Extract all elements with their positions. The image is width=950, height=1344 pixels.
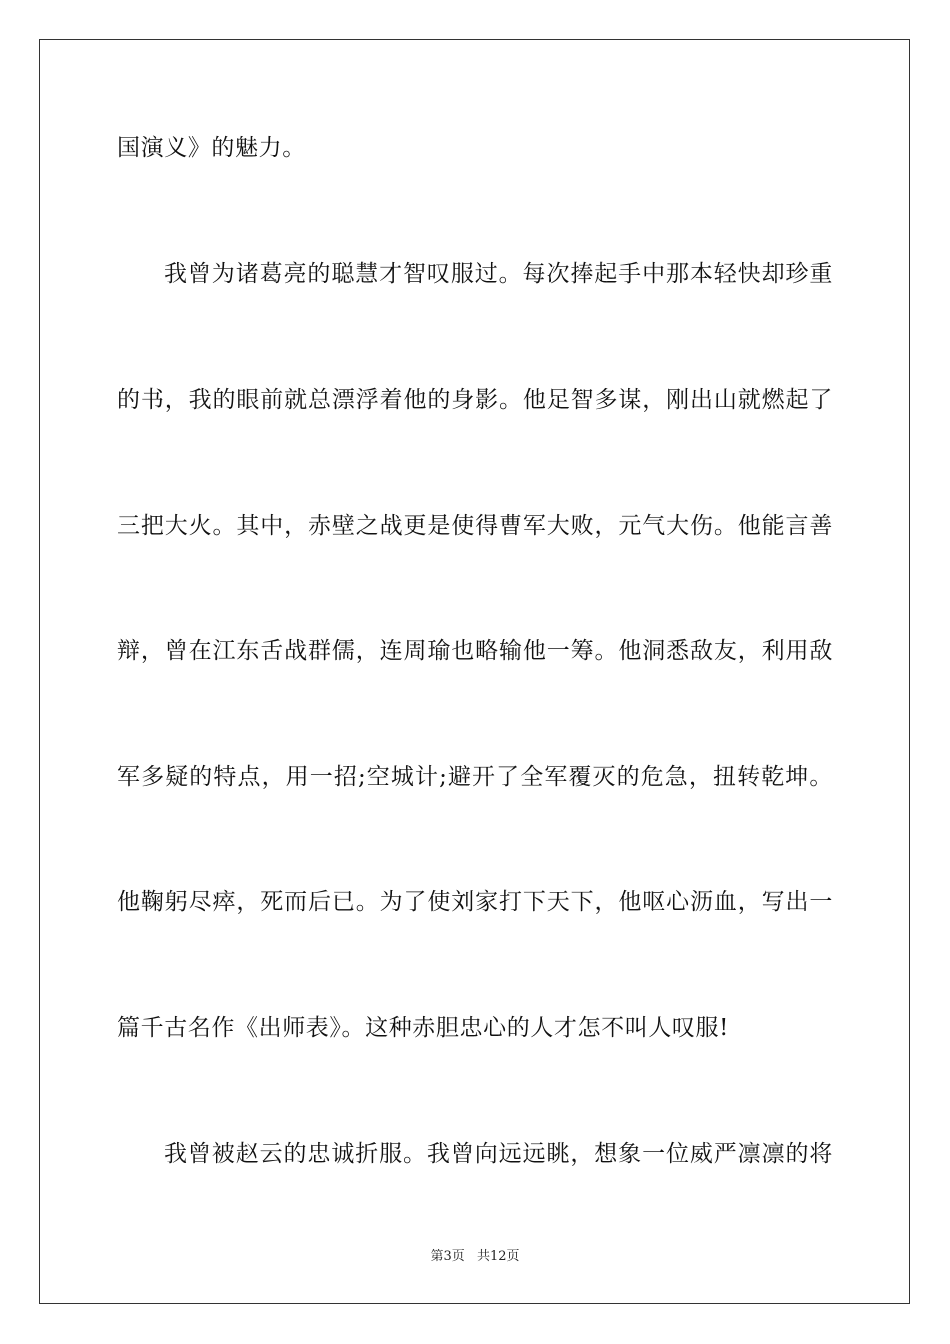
text-line-2: 我曾为诸葛亮的聪慧才智叹服过。每次捧起手中那本轻快却珍重 (164, 261, 833, 287)
text-line-8: 篇千古名作《出师表》。这种赤胆忠心的人才怎不叫人叹服! (117, 1015, 729, 1041)
page-number-current: 第3页 (430, 1249, 465, 1264)
page-number-total: 共12页 (476, 1249, 520, 1264)
text-line-5: 辩，曾在江东舌战群儒，连周瑜也略输他一筹。他洞悉敌友，利用敌 (117, 638, 833, 664)
page-footer (0, 1248, 950, 1266)
text-line-7: 他鞠躬尽瘁，死而后已。为了使刘家打下天下，他呕心沥血，写出一 (117, 889, 833, 915)
page-border (39, 39, 910, 1304)
text-line-4: 三把大火。其中，赤壁之战更是使得曹军大败，元气大伤。他能言善 (117, 513, 833, 539)
text-line-9: 我曾被赵云的忠诚折服。我曾向远远眺，想象一位威严凛凛的将 (164, 1141, 833, 1167)
text-line-6: 军多疑的特点，用一招;空城计;避开了全军覆灭的危急，扭转乾坤。 (117, 764, 833, 790)
text-line-1: 国演义》的魅力。 (117, 135, 306, 161)
text-line-3: 的书，我的眼前就总漂浮着他的身影。他足智多谋，刚出山就燃起了 (117, 387, 833, 413)
